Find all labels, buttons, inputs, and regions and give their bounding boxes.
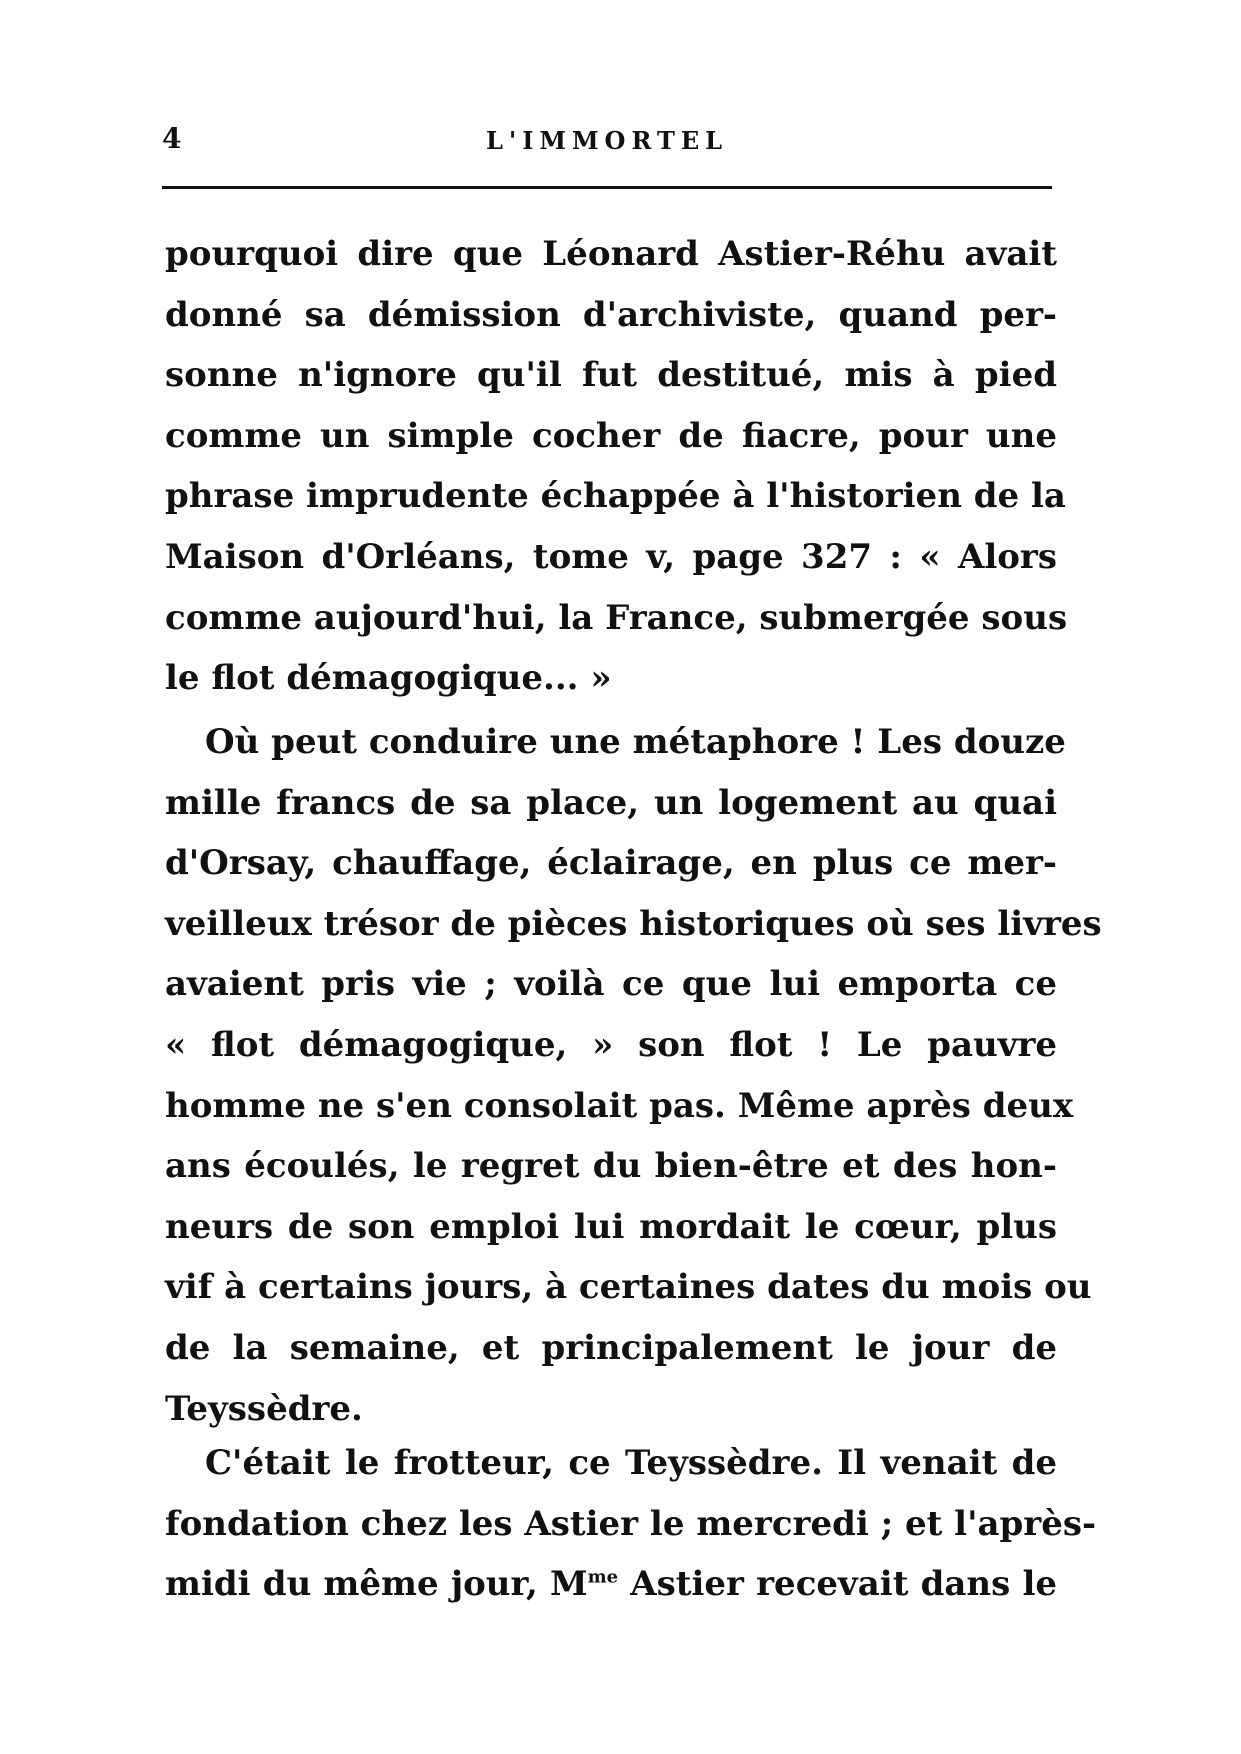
text-line: Teyssèdre. (165, 1388, 363, 1429)
text-line: fondation chez les Astier le mercredi ; et l'après- (165, 1503, 1097, 1544)
paragraph-3 (165, 1433, 1097, 1615)
page-number: 4 (162, 122, 182, 155)
text-line: ans écoulés, le regret du bien-être et des hon- (165, 1146, 1057, 1187)
page-header (162, 122, 1052, 162)
header-rule (162, 186, 1052, 189)
superscript-abbreviation: me (587, 1566, 619, 1588)
text-fragment: Astier recevait dans le (618, 1564, 1057, 1605)
running-title: L'IMMORTEL (485, 126, 729, 155)
text-fragment: midi du même jour, M (165, 1564, 588, 1605)
text-line: comme un simple cocher de fiacre, pour une (165, 415, 1057, 456)
text-line: vif à certains jours, à certaines dates du mois ou (165, 1267, 1092, 1308)
text-line: sonne n'ignore qu'il fut destitué, mis à pied (165, 355, 1057, 396)
text-line: homme ne s'en consolait pas. Même après deux (165, 1085, 1074, 1126)
text-line: pourquoi dire que Léonard Astier-Réhu avait (165, 234, 1057, 274)
text-line: C'était le frotteur, ce Teyssèdre. Il venait de (205, 1443, 1057, 1483)
text-line (165, 1554, 1057, 1615)
text-line: le flot démagogique... » (165, 658, 612, 699)
text-line: comme aujourd'hui, la France, submergée sous (165, 597, 1068, 638)
text-line: avaient pris vie ; voilà ce que lui emporta ce (165, 964, 1057, 1005)
text-line: donné sa démission d'archiviste, quand per- (165, 294, 1057, 335)
text-line: mille francs de sa place, un logement au quai (165, 782, 1057, 823)
text-line: neurs de son emploi lui mordait le cœur, plus (165, 1206, 1057, 1247)
text-line: phrase imprudente échappée à l'historien de la (165, 476, 1066, 517)
text-line: Maison d'Orléans, tome v, page 327 : « Alors (165, 536, 1057, 577)
paragraph-2 (165, 712, 1102, 1439)
text-line: d'Orsay, chauffage, éclairage, en plus ce mer- (165, 843, 1057, 884)
text-line: Où peut conduire une métaphore ! Les douze (205, 722, 1066, 762)
text-line: « flot démagogique, » son flot ! Le pauvre (165, 1024, 1057, 1065)
text-line: de la semaine, et principalement le jour de (165, 1327, 1057, 1368)
text-line: veilleux trésor de pièces historiques où ses livres (165, 903, 1102, 944)
paragraph-1 (165, 224, 1068, 709)
